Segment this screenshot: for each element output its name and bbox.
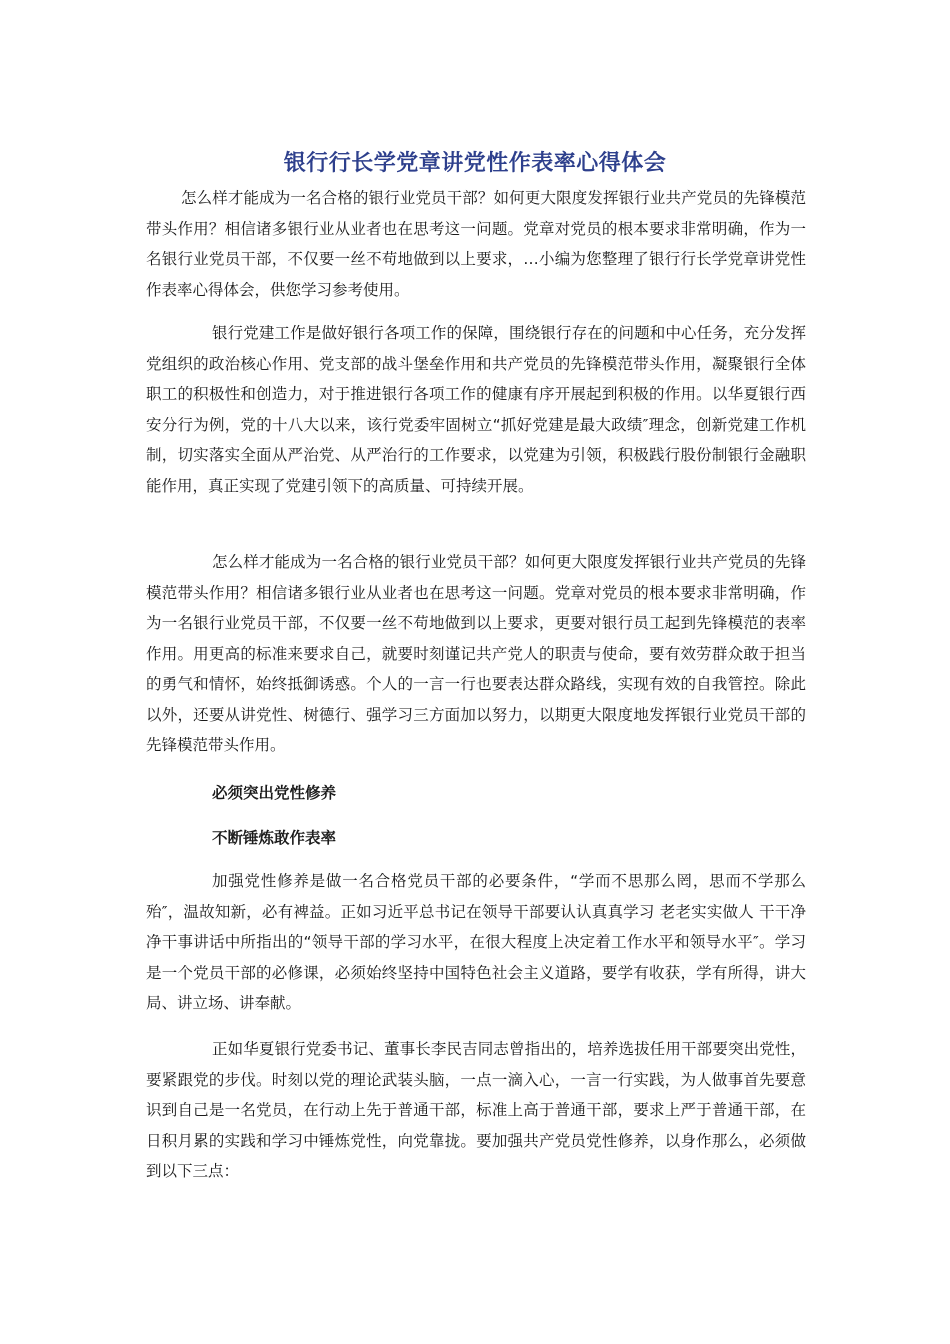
body-paragraph-selection: 正如华夏银行党委书记、董事长李民吉同志曾指出的，培养选拔任用干部要突出党性，要紧跟党的步伐。时刻以党的理论武装头脑，一点一滴入心，一言一行实践，为人做事首先要意识到自己是一名党员，在行动上先于普通干部，标准上高于普通干部，要求上严于普通干部，在日积月累的实践和学习中锤炼党性，向党靠拢。要加强共产党员党性修养，以身作那么，必须做到以下三点： [146, 1040, 806, 1180]
body-paragraph-party-building: 银行党建工作是做好银行各项工作的保障，围绕银行存在的问题和中心任务，充分发挥党组织的政治核心作用、党支部的战斗堡垒作用和共产党员的先锋模范带头作用，凝聚银行全体职工的积极性和创造力，对于推进银行各项工作的健康有序开展起到积极的作用。以华夏银行西安分行为例，党的十八大以来，该行党委牢固树立“抓好党建是最大政绩″理念，创新党建工作机制，切实落实全面从严治党、从严治行的工作要求，以党建为引领，积极践行股份制银行金融职能作用，真正实现了党建引领下的高质量、可持续开展。 [146, 324, 806, 495]
body-paragraph-qualified-cadre: 怎么样才能成为一名合格的银行业党员干部？如何更大限度发挥银行业共产党员的先锋模范带头作用？相信诸多银行业从业者也在思考这一问题。党章对党员的根本要求非常明确，作为一名银行业党员干部，不仅要一丝不苟地做到以上要求，更要对银行员工起到先锋模范的表率作用。用更高的标准来要求自己，就要时刻谨记共产党人的职责与使命，要有效劳群众敢于担当的勇气和情怀，始终抵御诱惑。个人的一言一行也要表达群众路线，实现有效的自我管控。除此以外，还要从讲党性、树德行、强学习三方面加以努力，以期更大限度地发挥银行业党员干部的先锋模范带头作用。 [146, 553, 806, 754]
section-heading-role-model: 不断锤炼敢作表率 [212, 829, 337, 847]
section-heading-party-spirit: 必须突出党性修养 [212, 784, 337, 802]
body-paragraph-study: 加强党性修养是做一名合格党员干部的必要条件，“学而不思那么罔，思而不学那么殆″，温故知新，必有裨益。正如习近平总书记在领导干部要认认真真学习 老老实实做人 干干净净干事讲话中所指出的“领导干部的学习水平，在很大程度上决定着工作水平和领导水平″。学习是一个党员干部的必修课，必须始终坚持中国特色社会主义道路，要学有收获，学有所得，讲大局、讲立场、讲奉献。 [146, 872, 806, 1012]
intro-paragraph: 怎么样才能成为一名合格的银行业党员干部？如何更大限度发挥银行业共产党员的先锋模范带头作用？相信诸多银行业从业者也在思考这一问题。党章对党员的根本要求非常明确，作为一名银行业党员干部，不仅要一丝不苟地做到以上要求，…小编为您整理了银行行长学党章讲党性作表率心得体会，供您学习参考使用。 [146, 189, 806, 299]
document-title: 银行行长学党章讲党性作表率心得体会 [283, 150, 667, 176]
